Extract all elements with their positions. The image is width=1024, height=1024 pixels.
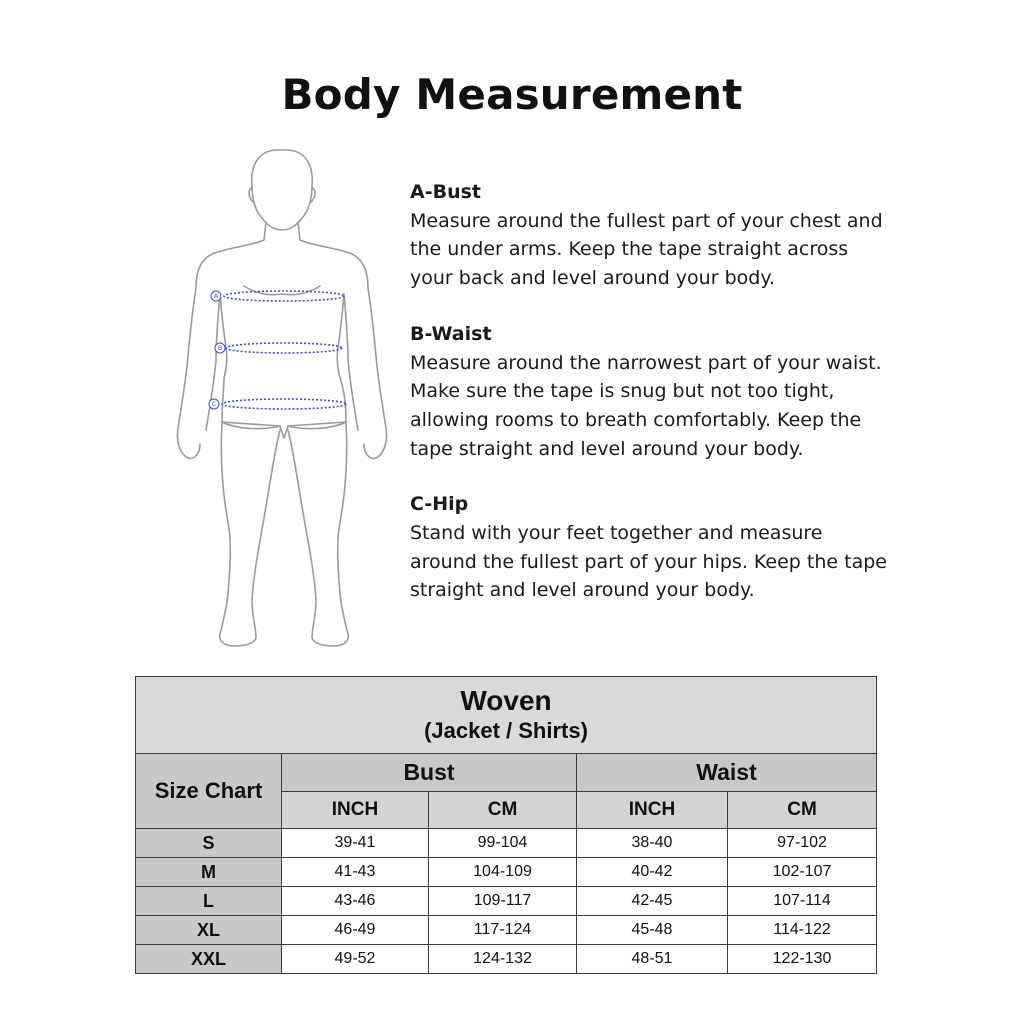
- hip-heading: C-Hip: [410, 493, 469, 516]
- bust-text: Measure around the fullest part of your chest and the under arms. Keep the tape straight across your back and level around your body.: [410, 209, 883, 290]
- size-chart-label: Size Chart: [136, 754, 282, 829]
- table-cell: 124-132: [429, 945, 577, 974]
- table-cell: 102-107: [728, 858, 877, 887]
- waist-text: Measure around the narrowest part of your waist. Make sure the tape is snug but not too tight, allowing rooms to breath comfortably. Keep the tape straight and level around your body.: [410, 351, 882, 460]
- body-figure-illustration: [160, 138, 410, 658]
- table-cell: 39-41: [282, 829, 429, 858]
- table-title: Woven: [460, 685, 552, 716]
- page-title: Body Measurement: [281, 70, 743, 119]
- hip-instruction: [410, 490, 890, 605]
- table-row: [136, 829, 877, 858]
- table-cell: 42-45: [577, 887, 728, 916]
- waist-instruction: [410, 320, 890, 464]
- size-chart-table: [135, 676, 877, 974]
- size-label: XXL: [136, 945, 282, 974]
- size-label: M: [136, 858, 282, 887]
- table-cell: 97-102: [728, 829, 877, 858]
- hip-text: Stand with your feet together and measure around the fullest part of your hips. Keep the tape straight and level around your body.: [410, 522, 887, 602]
- size-chart-table-wrap: [135, 676, 876, 974]
- measurement-instructions: [410, 178, 890, 632]
- table-cell: 49-52: [282, 945, 429, 974]
- table-cell: 46-49: [282, 916, 429, 945]
- table-cell: 104-109: [429, 858, 577, 887]
- size-label: L: [136, 887, 282, 916]
- table-subtitle: (Jacket / Shirts): [424, 718, 588, 743]
- marker-b: B: [217, 345, 223, 352]
- table-cell: 107-114: [728, 887, 877, 916]
- marker-c: C: [211, 401, 217, 408]
- body-outline-svg: [160, 138, 410, 658]
- table-row: [136, 887, 877, 916]
- table-cell: 48-51: [577, 945, 728, 974]
- table-title-cell: [136, 677, 877, 754]
- unit-header: INCH: [282, 792, 429, 829]
- table-row: [136, 945, 877, 974]
- table-cell: 38-40: [577, 829, 728, 858]
- unit-header: INCH: [577, 792, 728, 829]
- size-label: XL: [136, 916, 282, 945]
- group-header-bust: Bust: [282, 754, 577, 792]
- table-cell: 40-42: [577, 858, 728, 887]
- table-row: [136, 916, 877, 945]
- table-cell: 109-117: [429, 887, 577, 916]
- group-header-waist: Waist: [577, 754, 877, 792]
- table-cell: 122-130: [728, 945, 877, 974]
- marker-a: A: [213, 293, 219, 300]
- size-label: S: [136, 829, 282, 858]
- waist-heading: B-Waist: [410, 322, 492, 345]
- table-cell: 41-43: [282, 858, 429, 887]
- bust-heading: A-Bust: [410, 181, 481, 203]
- table-row: [136, 858, 877, 887]
- table-cell: 117-124: [429, 916, 577, 945]
- unit-header: CM: [429, 792, 577, 829]
- table-cell: 45-48: [577, 916, 728, 945]
- unit-header: CM: [728, 792, 877, 829]
- table-cell: 114-122: [728, 916, 877, 945]
- table-cell: 99-104: [429, 829, 577, 858]
- bust-instruction: [410, 178, 890, 293]
- table-cell: 43-46: [282, 887, 429, 916]
